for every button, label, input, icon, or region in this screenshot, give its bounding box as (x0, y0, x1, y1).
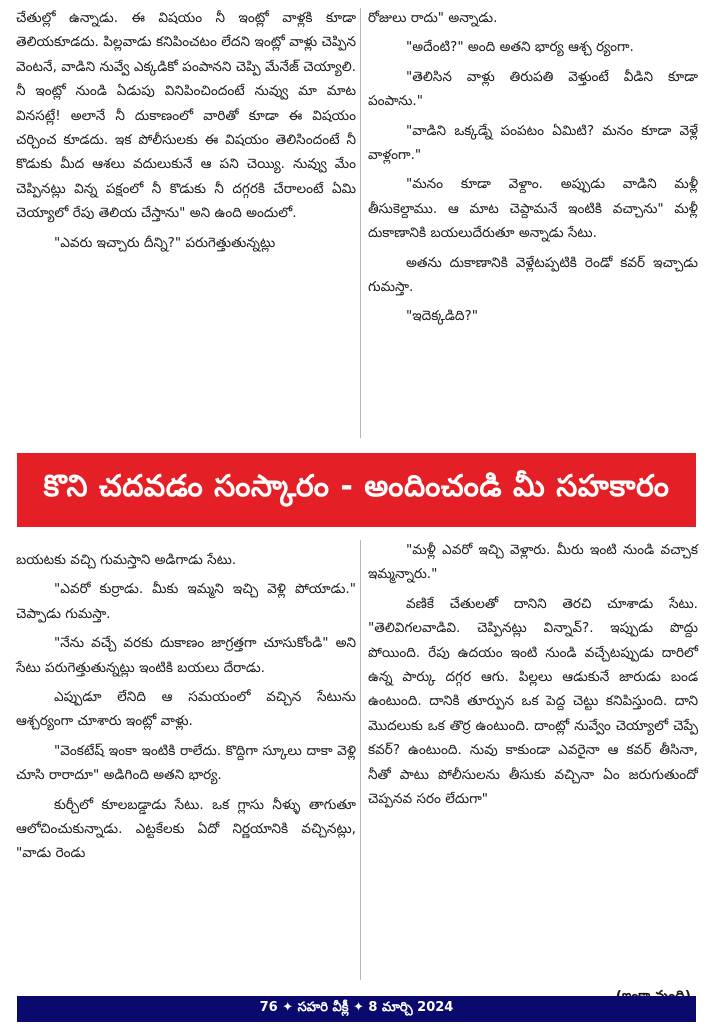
paragraph: వణికే చేతులతో దానిని తెరచి చూశాడు సేటు. "తెలివిగలవాడివి. చెప్పినట్లు విన్నావ్?. ఇప్పుడు పొద్దు పోయింది. రేపు ఉదయం ఇంటి నుండి వచ్చేటప్పుడు దారిలో ఉన్న పార్కు దగ్గర ఆగు. పిల్లలు ఆడుకునే జారుడు బండ ఉంటుంది. దానికి తూర్పున ఒక పెద్ద చెట్టు కనిపిస్తుంది. దాని మొదలుకు ఒక తొర్ర ఉంటుంది. దాంట్లో నువ్వేం చెయ్యాలో చెప్పే కవర్? ఉంటుంది. నువు కాకుండా ఎవరైనా ఆ కవర్ తీసినా, నీతో పాటు పోలీసులను తీసుకు వచ్చినా ఏం జరుగుతుందో చెప్పనవ సరం లేదుగా" (368, 595, 698, 808)
paragraph: "ఇదెక్కడిది?" (406, 308, 479, 325)
column-divider-top (360, 8, 361, 438)
page-footer (17, 996, 696, 1022)
paragraph: "వాడిని ఒక్కడ్నే పంపటం ఏమిటి? మనం కూడా వెళ్లే వాళ్లంగా." (368, 122, 698, 164)
paragraph: "ఎవరో కుర్రాడు. మీకు ఇమ్మని ఇచ్చి వెళ్లి పోయాడు." చెప్పాడు గుమస్తా. (16, 581, 356, 622)
paragraph: "నేను వచ్చే వరకు దుకాణం జాగ్రత్తగా చూసుకోండి" అని సేటు పరుగెత్తుతున్నట్లు ఇంటికి బయలు దేరాడు. (16, 635, 356, 676)
column-bottom-left (16, 548, 356, 871)
column-bottom-right (368, 538, 698, 816)
banner-text: కొని చదవడం సంస్కారం - అందించండి మీ సహకారం (43, 469, 670, 504)
slogan-banner (17, 453, 696, 527)
paragraph: "మనం కూడా వెళ్దాం. అప్పుడు వాడిని మళ్లీ తీసుకెల్దాము. ఆ మాట చెప్దామనే ఇంటికి వచ్చాను" మళ్లీ దుకాణానికి బయలుదేరుతూ అన్నాడు సేటు. (368, 176, 698, 242)
column-top-right (368, 6, 698, 334)
column-top-left (16, 6, 356, 260)
footer-text: 76 ✦ సహరి వీక్లీ ✦ 8 మార్చి 2024 (259, 1000, 454, 1015)
paragraph: కుర్చీలో కూలబడ్డాడు సేటు. ఒక గ్లాసు నీళ్ళు తాగుతూ ఆలోచించుకున్నాడు. ఎట్టకేలకు ఏదో నిర్ణయానికి వచ్చినట్లు, "వాడు రెండు (16, 796, 356, 862)
paragraph: "వెంకటేష్ ఇంకా ఇంటికి రాలేదు. కొద్దిగా స్కూలు దాకా వెళ్లి చూసి రారాదూ" అడిగింది అతని భార్య. (16, 742, 356, 784)
paragraph: రోజులు రాదు" అన్నాడు. (368, 10, 498, 26)
paragraph: "ఎవరు ఇచ్చారు దీన్ని?" పరుగెత్తుతున్నట్లు (54, 234, 276, 251)
paragraph: "అదేంటి?" అంది అతని భార్య ఆశ్చ ర్యంగా. (406, 39, 634, 56)
paragraph: బయటకు వచ్చి గుమస్తాని అడిగాడు సేటు. (16, 552, 237, 568)
paragraph: "తెలిసిన వాళ్లు తిరుపతి వెళ్తుంటే వీడిని కూడా పంపాను." (368, 68, 698, 110)
column-divider-bottom (360, 540, 361, 980)
paragraph: అతను దుకాణానికి వెళ్లేటప్పటికి రెండో కవర్ ఇచ్చాడు గుమస్తా. (368, 254, 698, 296)
paragraph: ఎప్పుడూ లేనిది ఆ సమయంలో వచ్చిన సేటును ఆశ్చర్యంగా చూశారు ఇంట్లో వాళ్లు. (16, 689, 356, 730)
paragraph: "మళ్లీ ఎవరో ఇచ్చి వెళ్లారు. మీరు ఇంటి నుండి వచ్చాక ఇమ్మన్నారు." (368, 542, 698, 583)
paragraph: చేతుల్లో ఉన్నాడు. ఈ విషయం నీ ఇంట్లో వాళ్లకి కూడా తెలియకూడదు. పిల్లవాడు కనిపించటం లేదని ఇంట్లో వాళ్లు చెప్పిన వెంటనే, వాడిని నువ్వే ఎక్కడికో పంపానని చెప్పి మేనేజ్ చెయ్యాలి. నీ ఇంట్లో నుండి ఏడుపు వినిపించిందంటే నువ్వు మా మాట వినసట్లే! అలానే నీ దుకాణంలో వారితో కూడా ఈ విషయం చర్చించ కూడదు. ఇక పోలీసులకు ఈ విషయం తెలిసిందంటే నీ కొడుకు మీద ఆశలు వదులుకునే ఆ పని చెయ్యి. నువ్వు మేం చెప్పినట్లు విన్న పక్షంలో నీ కొడుకు నీ దగ్గరకి చేరాలంటే ఏమి చెయ్యాలో రేపు తెలియ చేస్తాను" అని ఉంది అందులో. (16, 10, 356, 222)
